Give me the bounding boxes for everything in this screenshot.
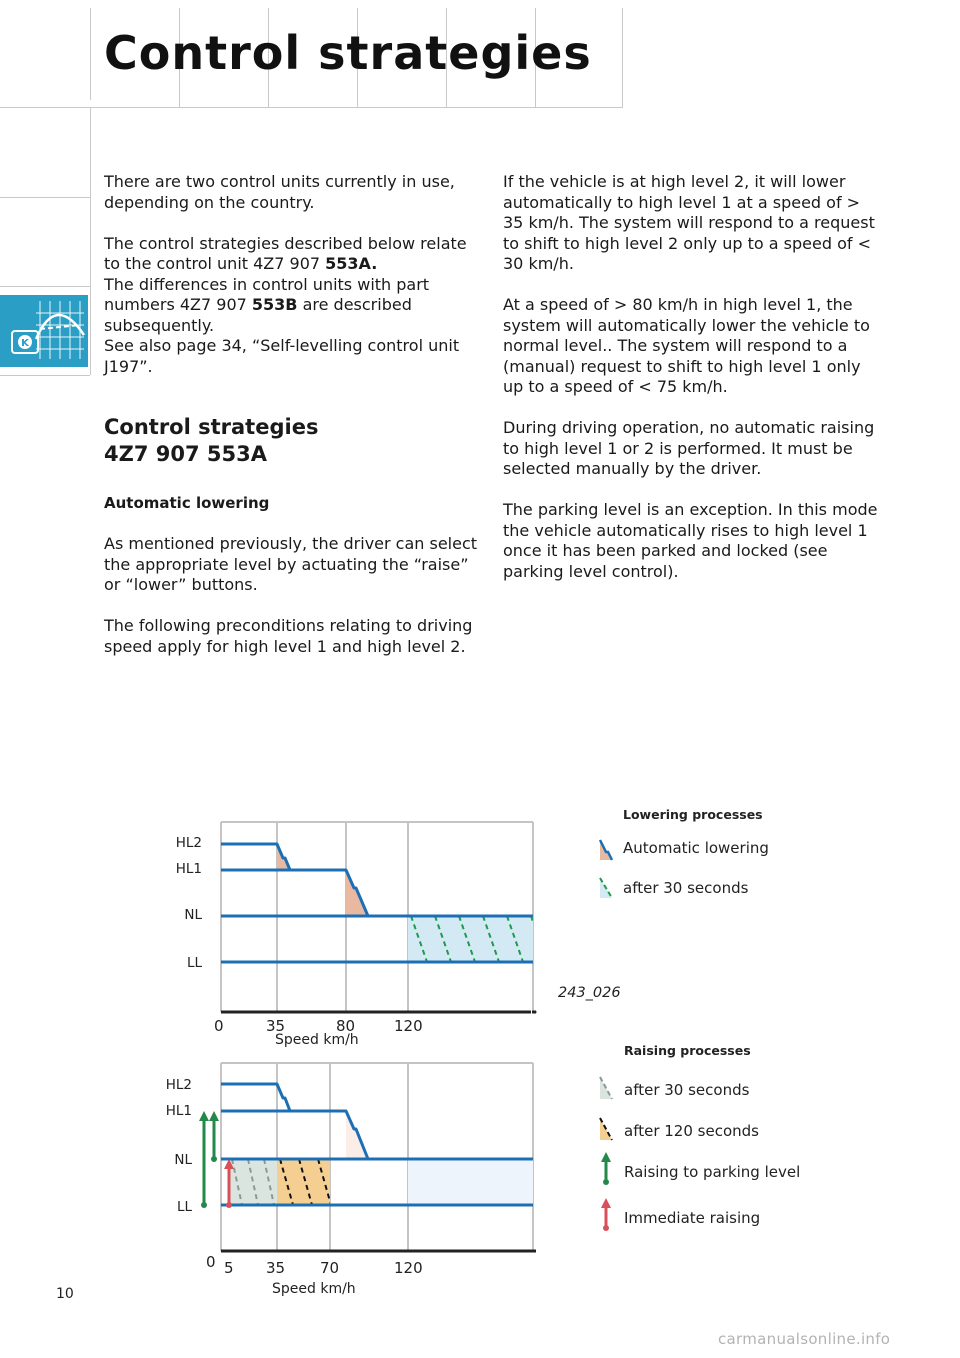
immediate-arrow-icon: [598, 1196, 614, 1232]
raising-legend-item-1: after 30 seconds: [624, 1081, 750, 1099]
see-also-reference: See also page 34, “Self-levelling control unit J197”.: [104, 336, 460, 376]
nl-ll-region-after-70: [408, 1159, 533, 1205]
raising-legend-item-3: Raising to parking level: [624, 1163, 801, 1181]
parking-level-paragraph: The parking level is an exception. In this mode the vehicle automatically rises to high level 1 once it has been parked and locked (see parking level control).: [503, 500, 878, 581]
buttons-paragraph: As mentioned previously, the driver can select the appropriate level by actuating the “raise” or “lower” buttons.: [104, 534, 478, 594]
text-fragment: The control strategies described below relate to the control unit 4Z7 907: [104, 233, 467, 273]
lowering-legend-item-2: after 30 seconds: [623, 879, 749, 897]
lowering-legend-item-1: Automatic lowering: [623, 839, 769, 857]
bottom-xtick-120: 120: [394, 1259, 423, 1277]
chart-gauge-icon: [0, 295, 88, 367]
top-xtick-120: 120: [394, 1017, 423, 1035]
top-ylabel-hl2: HL2: [175, 835, 202, 851]
lowering-diagram: [150, 810, 560, 1020]
raising-legend-title: Raising processes: [624, 1043, 751, 1058]
bottom-xtick-5: 5: [224, 1259, 234, 1277]
left-column-lower: [104, 493, 482, 678]
bottom-xtick-0: 0: [206, 1253, 216, 1271]
bottom-ylabel-hl2: HL2: [165, 1077, 192, 1093]
subheading-line-2: 4Z7 907 553A: [104, 442, 267, 466]
raise-120s-swatch: [598, 1116, 614, 1142]
bottom-xtick-70: 70: [320, 1259, 340, 1277]
section-icon: [0, 295, 88, 367]
top-xtick-80: 80: [336, 1017, 356, 1035]
hl2-line: [221, 1084, 290, 1111]
svg-text:K: K: [21, 338, 29, 349]
intro-paragraph: There are two control units currently in use, depending on the country.: [104, 172, 455, 212]
part-number-553a: 553A.: [325, 254, 378, 273]
hl1-line: [221, 1111, 368, 1159]
after-30s-swatch: [598, 876, 614, 900]
bottom-ylabel-ll: LL: [176, 1199, 192, 1215]
page-number: 10: [56, 1286, 74, 1302]
subheading-line-1: Control strategies: [104, 415, 319, 439]
bottom-x-axis-title: Speed km/h: [272, 1281, 356, 1297]
left-column: [104, 172, 482, 398]
figure-id: 243_026: [558, 985, 621, 1001]
bottom-xtick-35: 35: [266, 1259, 286, 1277]
high-level-2-paragraph: If the vehicle is at high level 2, it will lower automatically to high level 1 at a speed of > 35 km/h. The system will respond to a request to shift to high level 2 only up to a speed of < 30 km/h.: [503, 172, 875, 273]
top-ylabel-nl: NL: [184, 907, 202, 923]
watermark: carmanualsonline.info: [718, 1330, 891, 1348]
part-number-553b: 553B: [251, 295, 298, 314]
top-ylabel-ll: LL: [186, 955, 202, 971]
raising-legend-item-4: Immediate raising: [624, 1209, 761, 1227]
top-ylabel-hl1: HL1: [175, 861, 202, 877]
text-fragment: are described subsequently.: [104, 295, 412, 335]
preconditions-paragraph: The following preconditions relating to driving speed apply for high level 1 and high level 2.: [104, 616, 473, 656]
top-x-axis-title: Speed km/h: [275, 1032, 359, 1048]
bottom-ylabel-nl: NL: [174, 1152, 192, 1168]
raise-30s-swatch: [598, 1075, 614, 1101]
driving-operation-paragraph: During driving operation, no automatic raising to high level 1 or 2 is performed. It must be selected manually by the driver.: [503, 418, 875, 478]
text-fragment: The differences in control units with part numbers 4Z7 907: [104, 274, 430, 314]
page-title: Control strategies: [104, 26, 592, 80]
control-unit-paragraph: [104, 234, 482, 378]
parking-arrows: [199, 1111, 219, 1208]
parking-arrow-icon: [598, 1150, 614, 1186]
right-column: [503, 172, 883, 603]
high-level-1-paragraph: At a speed of > 80 km/h in high level 1, the system will automatically lower the vehicle to normal level.. The system will respond to a (manual) request to shift to high level 1 only up to a speed of < 75 km/h.: [503, 295, 870, 396]
automatic-lowering-heading: Automatic lowering: [104, 494, 270, 512]
subheading: [104, 414, 482, 468]
top-xtick-0: 0: [214, 1017, 224, 1035]
lowering-legend-title: Lowering processes: [623, 807, 763, 822]
auto-lowering-swatch: [598, 838, 614, 862]
top-xtick-35: 35: [266, 1017, 286, 1035]
raising-diagram: [150, 1055, 560, 1255]
bottom-ylabel-hl1: HL1: [165, 1103, 192, 1119]
raising-legend-item-2: after 120 seconds: [624, 1122, 759, 1140]
